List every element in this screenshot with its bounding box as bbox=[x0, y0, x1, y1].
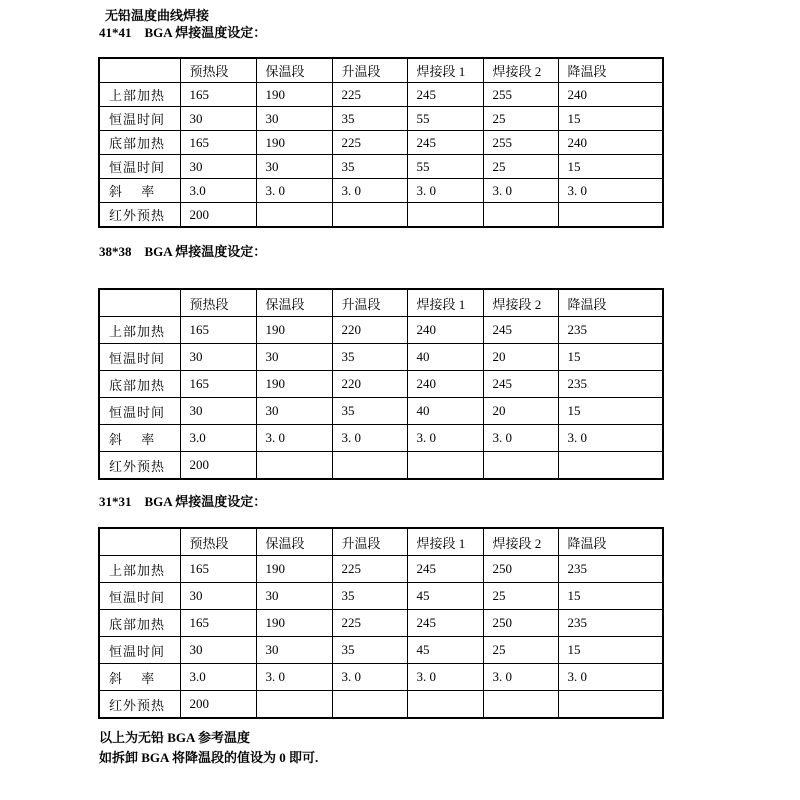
table-row bbox=[99, 637, 663, 664]
value-cell bbox=[332, 691, 407, 719]
row-label: 上部加热 bbox=[99, 317, 180, 344]
value-cell: 3. 0 bbox=[256, 179, 332, 203]
value-cell: 35 bbox=[332, 107, 407, 131]
value-cell bbox=[483, 691, 558, 719]
value-cell: 190 bbox=[256, 317, 332, 344]
value-cell: 3.0 bbox=[180, 179, 256, 203]
value-cell: 3. 0 bbox=[483, 425, 558, 452]
value-cell: 40 bbox=[407, 398, 483, 425]
value-cell: 3. 0 bbox=[483, 179, 558, 203]
temperature-table-41x41 bbox=[98, 57, 664, 228]
value-cell bbox=[558, 452, 663, 480]
value-cell: 3. 0 bbox=[407, 425, 483, 452]
value-cell: 3. 0 bbox=[407, 179, 483, 203]
value-cell: 190 bbox=[256, 371, 332, 398]
column-header: 预热段 bbox=[180, 528, 256, 556]
row-label: 斜 率 bbox=[99, 179, 180, 203]
table-row bbox=[99, 155, 663, 179]
row-label: 红外预热 bbox=[99, 691, 180, 719]
value-cell: 15 bbox=[558, 637, 663, 664]
column-header: 预热段 bbox=[180, 58, 256, 83]
value-cell bbox=[558, 203, 663, 228]
value-cell: 30 bbox=[180, 344, 256, 371]
value-cell: 20 bbox=[483, 344, 558, 371]
row-label: 上部加热 bbox=[99, 556, 180, 583]
value-cell bbox=[558, 691, 663, 719]
value-cell: 3. 0 bbox=[558, 425, 663, 452]
value-cell: 55 bbox=[407, 155, 483, 179]
value-cell: 165 bbox=[180, 317, 256, 344]
row-label: 恒温时间 bbox=[99, 583, 180, 610]
value-cell: 225 bbox=[332, 610, 407, 637]
value-cell: 3.0 bbox=[180, 425, 256, 452]
value-cell bbox=[256, 203, 332, 228]
value-cell: 240 bbox=[558, 83, 663, 107]
value-cell: 15 bbox=[558, 107, 663, 131]
note-removal-instruction: 如拆卸 BGA 将降温段的值设为 0 即可. bbox=[99, 750, 319, 765]
column-header: 焊接段 1 bbox=[407, 528, 483, 556]
value-cell bbox=[407, 691, 483, 719]
value-cell: 30 bbox=[256, 398, 332, 425]
value-cell: 25 bbox=[483, 583, 558, 610]
row-label: 斜 率 bbox=[99, 664, 180, 691]
value-cell: 165 bbox=[180, 371, 256, 398]
value-cell: 15 bbox=[558, 583, 663, 610]
table-row bbox=[99, 83, 663, 107]
row-label: 底部加热 bbox=[99, 131, 180, 155]
value-cell: 245 bbox=[407, 131, 483, 155]
value-cell: 15 bbox=[558, 155, 663, 179]
column-header: 焊接段 1 bbox=[407, 289, 483, 317]
value-cell: 235 bbox=[558, 317, 663, 344]
value-cell: 225 bbox=[332, 556, 407, 583]
section-heading-31x31: 31*31 BGA 焊接温度设定： bbox=[99, 494, 267, 509]
value-cell: 225 bbox=[332, 83, 407, 107]
value-cell bbox=[332, 203, 407, 228]
value-cell: 25 bbox=[483, 637, 558, 664]
column-header: 降温段 bbox=[558, 528, 663, 556]
value-cell: 30 bbox=[180, 637, 256, 664]
value-cell bbox=[407, 452, 483, 480]
row-label: 底部加热 bbox=[99, 610, 180, 637]
row-label: 红外预热 bbox=[99, 203, 180, 228]
column-header: 升温段 bbox=[332, 58, 407, 83]
value-cell: 55 bbox=[407, 107, 483, 131]
table-row bbox=[99, 664, 663, 691]
value-cell: 240 bbox=[407, 371, 483, 398]
value-cell: 220 bbox=[332, 371, 407, 398]
table-row bbox=[99, 452, 663, 480]
value-cell: 25 bbox=[483, 107, 558, 131]
table-row bbox=[99, 371, 663, 398]
value-cell: 220 bbox=[332, 317, 407, 344]
temperature-table-38x38 bbox=[98, 288, 664, 480]
value-cell: 245 bbox=[407, 556, 483, 583]
value-cell: 3. 0 bbox=[332, 179, 407, 203]
temperature-table-31x31 bbox=[98, 527, 664, 719]
table-row bbox=[99, 556, 663, 583]
table-row bbox=[99, 398, 663, 425]
value-cell: 3. 0 bbox=[483, 664, 558, 691]
column-header: 焊接段 1 bbox=[407, 58, 483, 83]
value-cell: 3. 0 bbox=[332, 664, 407, 691]
value-cell: 235 bbox=[558, 556, 663, 583]
column-header: 焊接段 2 bbox=[483, 58, 558, 83]
table-row bbox=[99, 317, 663, 344]
column-header: 焊接段 2 bbox=[483, 528, 558, 556]
value-cell: 240 bbox=[558, 131, 663, 155]
column-header: 保温段 bbox=[256, 58, 332, 83]
value-cell: 190 bbox=[256, 610, 332, 637]
document-title: 无铅温度曲线焊接 bbox=[105, 8, 210, 23]
value-cell: 45 bbox=[407, 583, 483, 610]
column-header: 升温段 bbox=[332, 528, 407, 556]
value-cell: 3. 0 bbox=[407, 664, 483, 691]
value-cell: 255 bbox=[483, 83, 558, 107]
value-cell: 3. 0 bbox=[558, 664, 663, 691]
value-cell: 3. 0 bbox=[256, 425, 332, 452]
row-label: 恒温时间 bbox=[99, 637, 180, 664]
value-cell: 20 bbox=[483, 398, 558, 425]
value-cell: 165 bbox=[180, 83, 256, 107]
header-row bbox=[99, 289, 663, 317]
value-cell: 225 bbox=[332, 131, 407, 155]
value-cell: 40 bbox=[407, 344, 483, 371]
value-cell: 245 bbox=[407, 83, 483, 107]
value-cell: 190 bbox=[256, 556, 332, 583]
value-cell: 35 bbox=[332, 398, 407, 425]
value-cell: 235 bbox=[558, 610, 663, 637]
corner-cell bbox=[99, 289, 180, 317]
value-cell: 200 bbox=[180, 203, 256, 228]
value-cell bbox=[483, 203, 558, 228]
value-cell: 45 bbox=[407, 637, 483, 664]
value-cell: 245 bbox=[407, 610, 483, 637]
value-cell bbox=[256, 452, 332, 480]
value-cell: 190 bbox=[256, 131, 332, 155]
value-cell: 15 bbox=[558, 344, 663, 371]
value-cell: 245 bbox=[483, 317, 558, 344]
column-header: 预热段 bbox=[180, 289, 256, 317]
table-row bbox=[99, 203, 663, 228]
table-row bbox=[99, 179, 663, 203]
row-label: 底部加热 bbox=[99, 371, 180, 398]
value-cell bbox=[483, 452, 558, 480]
value-cell: 30 bbox=[256, 107, 332, 131]
value-cell: 30 bbox=[256, 155, 332, 179]
value-cell: 165 bbox=[180, 131, 256, 155]
column-header: 降温段 bbox=[558, 289, 663, 317]
table-row bbox=[99, 583, 663, 610]
value-cell: 15 bbox=[558, 398, 663, 425]
value-cell: 30 bbox=[180, 155, 256, 179]
value-cell: 30 bbox=[180, 583, 256, 610]
value-cell: 165 bbox=[180, 556, 256, 583]
value-cell: 200 bbox=[180, 691, 256, 719]
table-row bbox=[99, 131, 663, 155]
row-label: 恒温时间 bbox=[99, 344, 180, 371]
value-cell: 255 bbox=[483, 131, 558, 155]
row-label: 恒温时间 bbox=[99, 107, 180, 131]
row-label: 恒温时间 bbox=[99, 155, 180, 179]
value-cell: 25 bbox=[483, 155, 558, 179]
row-label: 红外预热 bbox=[99, 452, 180, 480]
table-row bbox=[99, 610, 663, 637]
value-cell: 30 bbox=[180, 107, 256, 131]
column-header: 焊接段 2 bbox=[483, 289, 558, 317]
value-cell: 165 bbox=[180, 610, 256, 637]
value-cell: 35 bbox=[332, 344, 407, 371]
value-cell bbox=[332, 452, 407, 480]
corner-cell bbox=[99, 528, 180, 556]
section-heading-41x41: 41*41 BGA 焊接温度设定： bbox=[99, 25, 267, 40]
value-cell: 3.0 bbox=[180, 664, 256, 691]
value-cell: 35 bbox=[332, 637, 407, 664]
value-cell: 250 bbox=[483, 556, 558, 583]
table-row bbox=[99, 425, 663, 452]
value-cell: 3. 0 bbox=[256, 664, 332, 691]
column-header: 降温段 bbox=[558, 58, 663, 83]
value-cell: 30 bbox=[256, 344, 332, 371]
row-label: 上部加热 bbox=[99, 83, 180, 107]
section-heading-38x38: 38*38 BGA 焊接温度设定： bbox=[99, 244, 267, 259]
table-row bbox=[99, 344, 663, 371]
value-cell: 30 bbox=[256, 583, 332, 610]
value-cell: 235 bbox=[558, 371, 663, 398]
table-row bbox=[99, 691, 663, 719]
value-cell bbox=[407, 203, 483, 228]
value-cell: 245 bbox=[483, 371, 558, 398]
header-row bbox=[99, 528, 663, 556]
value-cell: 240 bbox=[407, 317, 483, 344]
row-label: 恒温时间 bbox=[99, 398, 180, 425]
column-header: 保温段 bbox=[256, 528, 332, 556]
value-cell: 250 bbox=[483, 610, 558, 637]
value-cell: 30 bbox=[256, 637, 332, 664]
value-cell bbox=[256, 691, 332, 719]
value-cell: 35 bbox=[332, 155, 407, 179]
value-cell: 190 bbox=[256, 83, 332, 107]
value-cell: 3. 0 bbox=[558, 179, 663, 203]
value-cell: 30 bbox=[180, 398, 256, 425]
table-row bbox=[99, 107, 663, 131]
column-header: 保温段 bbox=[256, 289, 332, 317]
note-reference-temperature: 以上为无铅 BGA 参考温度 bbox=[99, 730, 250, 745]
row-label: 斜 率 bbox=[99, 425, 180, 452]
column-header: 升温段 bbox=[332, 289, 407, 317]
header-row bbox=[99, 58, 663, 83]
value-cell: 200 bbox=[180, 452, 256, 480]
value-cell: 35 bbox=[332, 583, 407, 610]
corner-cell bbox=[99, 58, 180, 83]
value-cell: 3. 0 bbox=[332, 425, 407, 452]
